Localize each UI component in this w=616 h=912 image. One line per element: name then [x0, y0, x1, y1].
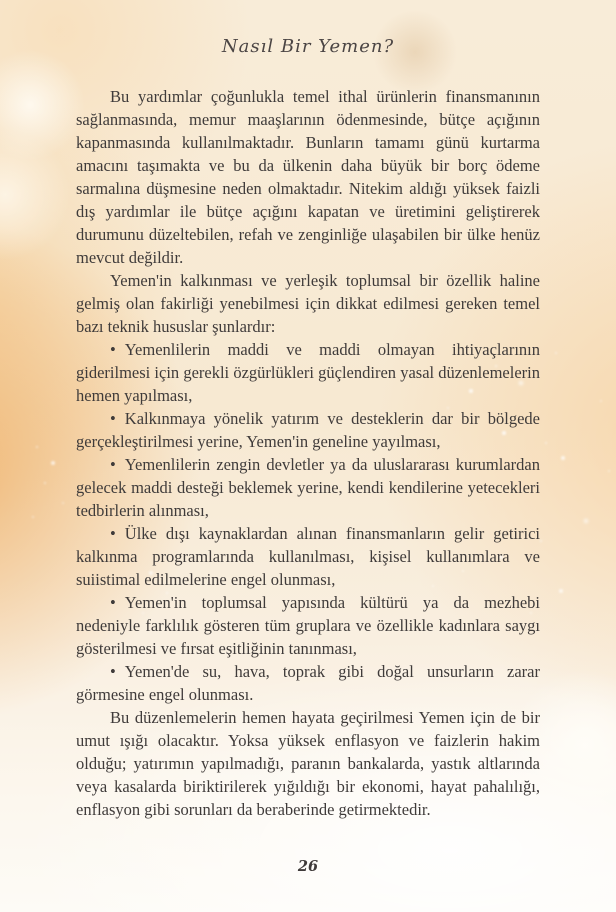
- bullet-marker: •: [110, 455, 116, 474]
- paragraph: Bu düzenlemelerin hemen hayata geçirilmesi Yemen için de bir umut ışığı olacaktır. Yoksa yüksek enflasyon ve faizlerin hakim olduğu; yatırımın yapılmadığı, paranın bankalarda, yastık altlarında veya kasalarda biriktirilerek yığıldığı bir ekonomi, hayat pahalılığı, enflasyon gibi sorunları da beraberinde getirmektedir.: [76, 708, 540, 819]
- bullet-text: Yemenlilerin maddi ve maddi olmayan ihtiyaçlarının giderilmesi için gerekli özgürlükleri güçlendiren yasal düzenlemelerin hemen yapılması,: [76, 340, 540, 405]
- bullet-text: Yemen'in toplumsal yapısında kültürü ya da mezhebi nedeniyle farklılık gösteren tüm gruplara ve özellikle kadınlara saygı gösterilmesi ve fırsat eşitliğinin tanınması,: [76, 593, 540, 658]
- bullet-marker: •: [110, 409, 116, 428]
- bullet-text: Yemenlilerin zengin devletler ya da uluslararası kurumlardan gelecek maddi desteği beklemek yerine, kendi kendilerine yetecekleri tedbirlerin alınması,: [76, 455, 540, 520]
- bullet-text: Ülke dışı kaynaklardan alınan finansmanların gelir getirici kalkınma programlarında kullanılması, kişisel kullanımlara ve suiistimal edilmelerine engel olunması,: [76, 524, 540, 589]
- bullet-item: [76, 453, 540, 522]
- bullet-item: [76, 591, 540, 660]
- body-text-block: [76, 85, 540, 821]
- bullet-item: [76, 338, 540, 407]
- bullet-text: Yemen'de su, hava, toprak gibi doğal unsurların zarar görmesine engel olunması.: [76, 662, 540, 704]
- bullet-marker: •: [110, 524, 116, 543]
- bullet-item: [76, 407, 540, 453]
- bullet-item: [76, 522, 540, 591]
- page-number: 26: [297, 858, 319, 875]
- bullet-marker: •: [110, 662, 116, 681]
- running-header-title: Nasıl Bir Yemen?: [221, 36, 395, 57]
- bullet-text: Kalkınmaya yönelik yatırım ve desteklerin dar bir bölgede gerçekleştirilmesi yerine, Yemen'in geneline yayılması,: [76, 409, 540, 451]
- paragraph: Yemen'in kalkınması ve yerleşik toplumsal bir özellik haline gelmiş olan fakirliği yenebilmesi için dikkat edilmesi gereken temel bazı teknik hususlar şunlardır:: [76, 271, 540, 336]
- bullet-marker: •: [110, 593, 116, 612]
- paragraph: Bu yardımlar çoğunlukla temel ithal ürünlerin finansmanının sağlanmasında, memur maaşlarının ödenmesinde, bütçe açığının kapanmasında kullanılmaktadır. Bunların tamamı günü kurtarma amacını taşımakta ve bu da ülkenin daha büyük bir borç ödeme sarmalına düşmesine neden olmaktadır. Nitekim aldığı yüksek faizli dış yardımlar ile bütçe açığını kapatan ve üretimini geliştirerek durumunu düzeltebilen, refah ve zenginliğe ulaşabilen bir ülke henüz mevcut değildir.: [76, 87, 540, 267]
- sparkle-bokeh-decoration: [0, 0, 2, 2]
- bullet-item: [76, 660, 540, 706]
- bullet-marker: •: [110, 340, 116, 359]
